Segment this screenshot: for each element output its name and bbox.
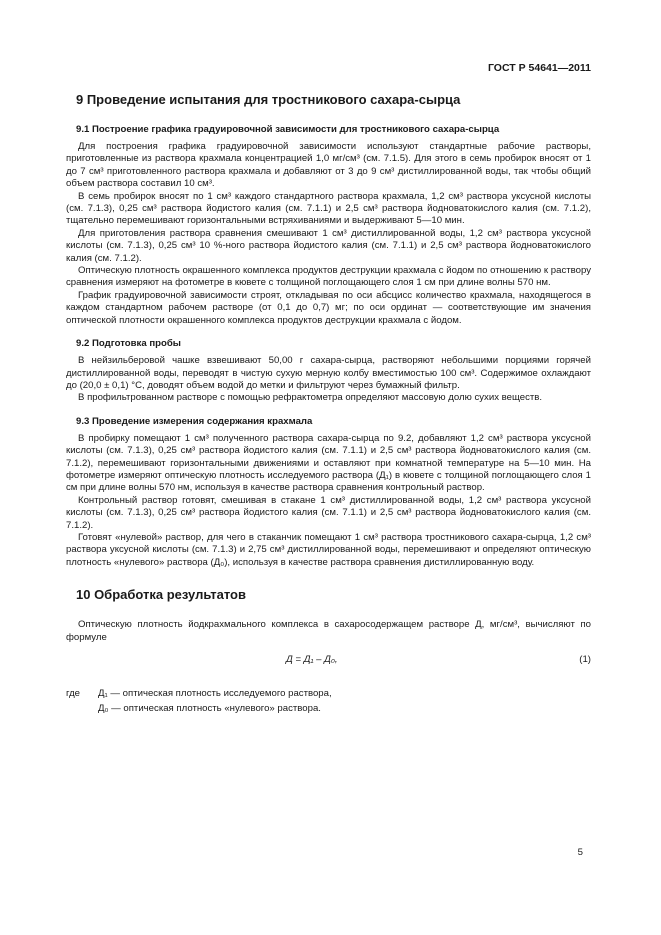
section-9-3-heading: 9.3 Проведение измерения содержания крахмала	[76, 415, 313, 427]
standard-number: ГОСТ Р 54641—2011	[487, 62, 591, 74]
paragraph: Контрольный раствор готовят, смешивая в стакане 1 см³ дистиллированной воды, 1,2 см³ раствора уксусной кислоты (см. 7.1.3), 0,25 см³ раствора йодистого калия (см. 7.1.1) и 2,5 см³ раствора йодноватокислого калия (см. 7.1.2).	[66, 494, 591, 531]
paragraph: Готовят «нулевой» раствор, для чего в стаканчик помещают 1 см³ раствора тростникового сахара-сырца, 1,2 см³ раствора уксусной кислоты (см. 7.1.3) и 2,75 см³ дистиллированной воды, перемешивают и определяют оптическую плотность «нулевого» раствора (Д₀), используя в качестве раствора сравнения дистиллированную воду.	[66, 531, 591, 568]
formula-number: (1)	[579, 654, 591, 665]
paragraph: В нейзильберовой чашке взвешивают 50,00 г сахара-сырца, растворяют небольшими порциями горячей дистиллированной воды, переводят в чистую сухую мерную колбу вместимостью 100 см³. Содержимое охлаждают до (20,0 ± 0,1) °С, доводят объем водой до метки и фильтруют через бумажный фильтр.	[66, 355, 591, 391]
paragraph: Для построения графика градуировочной зависимости используют стандартные рабочие растворы, приготовленные из раствора крахмала концентрацией 1,0 мг/см³ (см. 7.1.5). Для этого в семь пробирок вносят от 1 до 7 см³ приготовленного раствора крахмала и добавляют от 3 до 9 см³ дистиллированной воды, так чтобы общий объем раствора составил 10 см³.	[66, 141, 591, 190]
formula-legend	[66, 686, 591, 716]
legend-item: Д₀ — оптическая плотность «нулевого» раствора.	[98, 703, 321, 714]
section-9-heading: 9 Проведение испытания для тростникового сахара-сырца	[76, 92, 461, 107]
paragraph: График градуировочной зависимости строят, откладывая по оси абсцисс количество крахмала, находящегося в каждом стандартном рабочем растворе (от 0,1 до 0,7) мг; по оси ординат — соответствующие им значения оптической плотности окрашенного комплекса продуктов деструкции крахмала с йодом.	[66, 289, 591, 326]
document-body	[66, 92, 591, 716]
section-9-1-heading: 9.1 Построение графика градуировочной зависимости для тростникового сахара-сырца	[76, 124, 500, 135]
legend-item: Д₁ — оптическая плотность исследуемого раствора,	[98, 688, 332, 699]
paragraph: В пробирку помещают 1 см³ полученного раствора сахара-сырца по 9.2, добавляют 1,2 см³ раствора уксусной кислоты (см. 7.1.3), 0,25 см³ раствора йодистого калия (см. 7.1.1) и 2,5 см³ раствора йодноватокислого калия (см. 7.1.2), перемешивают горизонтальными движениями и оставляют при комнатной температуре на 5—10 мин. На фотометре измеряют оптическую плотность исследуемого раствора (Д₁) в кювете с толщиной поглощающего слоя 1 см при длине волны 570 нм, используя в качестве раствора сравнения контрольный раствор.	[66, 432, 591, 494]
paragraph: Оптическую плотность окрашенного комплекса продуктов деструкции крахмала с йодом по отношению к раствору сравнения измеряют на фотометре в кювете с толщиной поглощающего слоя 1 см при длине волны 570 нм.	[66, 265, 591, 289]
section-9-2-heading: 9.2 Подготовка пробы	[76, 338, 181, 350]
page-number: 5	[577, 847, 583, 858]
formula-1	[66, 654, 591, 668]
paragraph: В профильтрованном растворе с помощью рефрактометра определяют массовую долю сухих веществ.	[78, 392, 543, 404]
section-10-heading: 10 Обработка результатов	[76, 587, 246, 603]
paragraph: Оптическую плотность йодкрахмального комплекса в сахаросодержащем растворе Д, мг/см³, вычисляют по формуле	[66, 619, 591, 643]
paragraph: Для приготовления раствора сравнения смешивают 1 см³ дистиллированной воды, 1,2 см³ раствора уксусной кислоты (см. 7.1.3), 0,25 см³ 10 %-ного раствора йодистого калия (см. 7.1.1) и 2,5 см³ раствора йодноватокислого калия (см. 7.1.2).	[66, 227, 591, 264]
formula-expression: Д = Д₁ – Д₀,	[286, 654, 338, 665]
paragraph: В семь пробирок вносят по 1 см³ каждого стандартного раствора крахмала, 1,2 см³ раствора уксусной кислоты (см. 7.1.3), 0,25 см³ раствора йодистого калия (см. 7.1.1) и 2,5 см³ раствора йодноватокислого калия (см. 7.1.2), тщательно перемешивают горизонтальными встряхиваниями и выдерживают 5—10 мин.	[66, 190, 591, 227]
where-label: где	[66, 688, 81, 699]
